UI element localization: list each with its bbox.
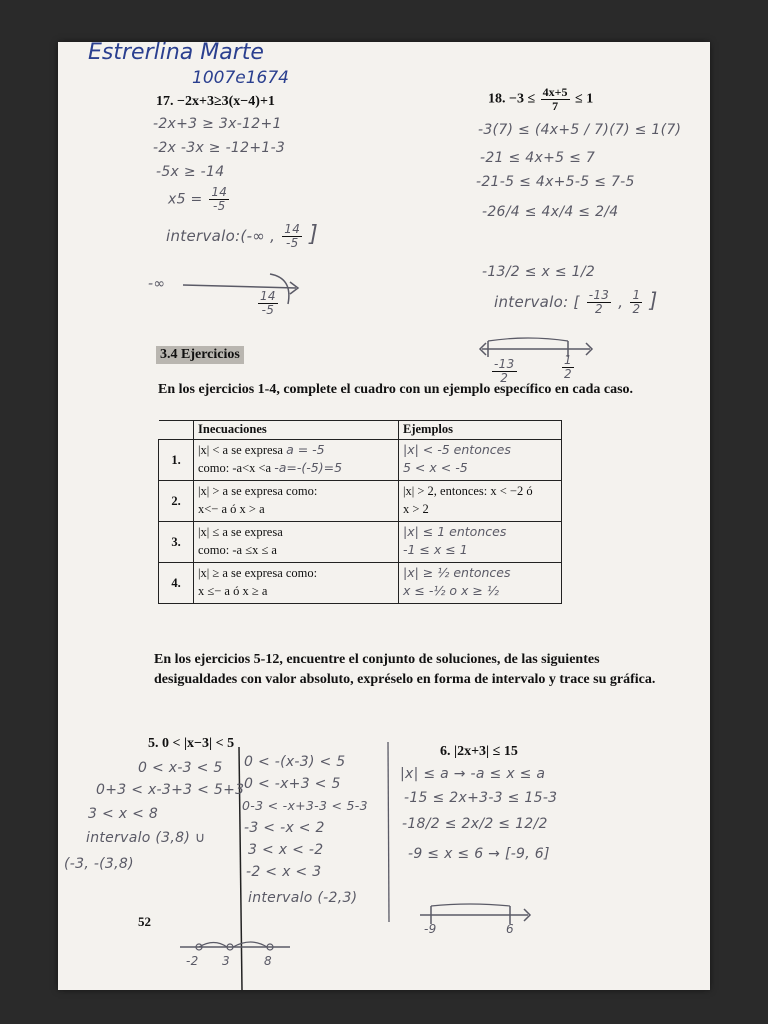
p18-graph-a-fraction bbox=[492, 358, 517, 385]
row-example bbox=[399, 563, 562, 604]
row-example bbox=[399, 522, 562, 563]
p18-work-line-2: -21 ≤ 4x+5 ≤ 7 bbox=[480, 150, 596, 166]
p5-right-line-6: -2 < x < 3 bbox=[246, 864, 322, 880]
p18-interval: intervalo: [ $\frac{-13}{2}$ , $\frac{1}{2}$ ] bbox=[494, 288, 658, 316]
p5-right-line-2: 0 < -x+3 < 5 bbox=[244, 776, 341, 792]
row-number: 1. bbox=[159, 440, 194, 481]
row-example-line1: |x| ≥ ½ entonces bbox=[403, 565, 511, 580]
row-inequality bbox=[194, 522, 399, 563]
problem-17-inequality: −2x+3≥3(x−4)+1 bbox=[177, 94, 275, 109]
p5-graph-label-b: 3 bbox=[222, 954, 230, 968]
section-title: 3.4 Ejercicios bbox=[156, 346, 244, 364]
p17-interval bbox=[166, 222, 318, 250]
row-example bbox=[399, 440, 562, 481]
p18-interval-a-num: -13 bbox=[588, 288, 610, 302]
p17-interval-label: intervalo:(-∞ , bbox=[166, 227, 276, 245]
p18-interval-b-den: 2 bbox=[632, 302, 641, 316]
p18-work-line-1: -3(7) ≤ (4x+5 / 7)(7) ≤ 1(7) bbox=[478, 122, 682, 138]
student-id: 1007e1674 bbox=[192, 68, 289, 88]
row-example-line1: |x| > 2, entonces: x < −2 ó bbox=[403, 484, 533, 498]
problem-18-left: −3 ≤ bbox=[509, 91, 536, 107]
p17-work-line-3: -5x ≥ -14 bbox=[156, 164, 225, 180]
p18-interval-label: intervalo: [ bbox=[494, 293, 580, 311]
row-ineq-line2 bbox=[198, 459, 394, 477]
p17-graph-left-label: -∞ bbox=[148, 276, 166, 292]
table-row bbox=[159, 481, 562, 522]
p17-graph-den: -5 bbox=[261, 303, 275, 317]
p5-left-line-5: (-3, -(3,8) bbox=[64, 856, 134, 872]
problem-17-statement bbox=[156, 94, 275, 110]
problem-18-fraction bbox=[541, 86, 570, 113]
p18-interval-b-num: 1 bbox=[632, 288, 641, 302]
p17-solution bbox=[168, 186, 231, 213]
row-number: 4. bbox=[159, 563, 194, 604]
student-name: Estrerlina Marte bbox=[88, 42, 264, 65]
p18-interval-b bbox=[630, 289, 642, 316]
p6-work-line-4: -9 ≤ x ≤ 6 → [-9, 6] bbox=[408, 846, 550, 862]
row-example-line1: |x| < -5 entonces bbox=[403, 442, 511, 457]
row-ineq-line2: x<− a ó x > a bbox=[198, 502, 265, 516]
p5-graph-label-c: 8 bbox=[264, 954, 272, 968]
row-ineq-line1: |x| ≤ a se expresa bbox=[198, 525, 283, 539]
row-ineq-line2: como: -a ≤x ≤ a bbox=[198, 543, 277, 557]
table-row bbox=[159, 563, 562, 604]
p18-interval-a bbox=[587, 289, 612, 316]
p5-graph-label-a: -2 bbox=[186, 954, 199, 968]
p6-work-line-1: |x| ≤ a → -a ≤ x ≤ a bbox=[400, 766, 546, 782]
problem-18-right: ≤ 1 bbox=[575, 91, 594, 107]
p17-interval-fraction bbox=[282, 223, 302, 250]
row-example-line2: -1 ≤ x ≤ 1 bbox=[403, 542, 468, 557]
p6-graph-label-b: 6 bbox=[506, 922, 514, 936]
p17-frac-den: -5 bbox=[212, 199, 226, 213]
row-number: 3. bbox=[159, 522, 194, 563]
row-ineq-line1-text: |x| < a se expresa bbox=[198, 443, 283, 457]
instruction-1: En los ejercicios 1-4, complete el cuadro con un ejemplo específico en cada caso. bbox=[158, 382, 634, 397]
problem-18-num: 4x+5 bbox=[542, 85, 568, 99]
p17-x-eq: x5 = bbox=[168, 191, 203, 208]
p17-interval-close: ] bbox=[309, 222, 319, 247]
p17-fraction bbox=[209, 186, 229, 213]
row-inequality bbox=[194, 440, 399, 481]
p18-work-line-5: -13/2 ≤ x ≤ 1/2 bbox=[482, 264, 596, 280]
header-inecuaciones: Inecuaciones bbox=[194, 421, 399, 440]
row-example-line2: 5 < x < -5 bbox=[403, 460, 468, 475]
p18-graph-a-den: 2 bbox=[500, 371, 509, 385]
exercises-table bbox=[158, 420, 562, 604]
p6-work-line-3: -18/2 ≤ 2x/2 ≤ 12/2 bbox=[402, 816, 548, 832]
p18-graph-point-b bbox=[560, 354, 576, 381]
p18-graph-a-num: -13 bbox=[494, 357, 515, 371]
p18-interval-close: ] bbox=[649, 288, 658, 312]
problem-6-statement bbox=[440, 744, 518, 760]
problem-5-number: 5. bbox=[148, 736, 159, 751]
p17-interval-den: -5 bbox=[285, 236, 299, 250]
p5-left-line-2: 0+3 < x-3+3 < 5+3 bbox=[96, 782, 245, 798]
problem-18-statement bbox=[488, 86, 593, 113]
row-example-line2: x > 2 bbox=[403, 502, 429, 516]
p17-graph-fraction bbox=[258, 290, 278, 317]
row-example bbox=[399, 481, 562, 522]
p18-work-line-3: -21-5 ≤ 4x+5-5 ≤ 7-5 bbox=[476, 174, 635, 190]
p18-graph-b-den: 2 bbox=[564, 367, 572, 381]
problem-6-inequality: |2x+3| ≤ 15 bbox=[454, 744, 518, 759]
table-row bbox=[159, 440, 562, 481]
p17-frac-num: 14 bbox=[211, 185, 228, 199]
p18-graph-point-a bbox=[490, 358, 519, 385]
problem-17-number: 17. bbox=[156, 94, 174, 109]
p18-work-line-4: -26/4 ≤ 4x/4 ≤ 2/4 bbox=[482, 204, 619, 220]
row-ineq-line1: |x| > a se expresa como: bbox=[198, 484, 318, 498]
row-hand-note-2: -a=-(-5)=5 bbox=[274, 460, 343, 475]
instruction-2-line-2: desigualdades con valor absoluto, expréselo en forma de intervalo y trace su gráfica. bbox=[154, 672, 656, 687]
p5-right-line-1: 0 < -(x-3) < 5 bbox=[244, 754, 346, 770]
p17-graph-point bbox=[256, 290, 280, 317]
p18-graph-b-num: 1 bbox=[564, 353, 572, 367]
row-ineq-line2: x ≤− a ó x ≥ a bbox=[198, 584, 268, 598]
problem-6-number: 6. bbox=[440, 744, 451, 759]
p6-graph-label-a: -9 bbox=[424, 922, 437, 936]
p5-left-line-3: 3 < x < 8 bbox=[88, 806, 159, 822]
p5-right-line-3: 0-3 < -x+3-3 < 5-3 bbox=[242, 798, 368, 813]
row-example-line2: x ≤ -½ o x ≥ ½ bbox=[403, 583, 499, 598]
row-ineq-line1 bbox=[198, 441, 394, 459]
p17-work-line-1: -2x+3 ≥ 3x-12+1 bbox=[153, 116, 282, 132]
page-number: 52 bbox=[138, 914, 151, 929]
header-ejemplos: Ejemplos bbox=[399, 421, 562, 440]
p17-work-line-2: -2x -3x ≥ -12+1-3 bbox=[153, 140, 286, 156]
row-example-line1: |x| ≤ 1 entonces bbox=[403, 524, 507, 539]
p18-graph-b-fraction bbox=[562, 354, 574, 381]
p5-right-line-4: -3 < -x < 2 bbox=[244, 820, 325, 836]
row-ineq-line2-text: como: -a<x <a bbox=[198, 461, 272, 475]
p5-left-line-4: intervalo (3,8) ∪ bbox=[86, 830, 206, 846]
p17-graph-num: 14 bbox=[260, 289, 276, 303]
p18-interval-a-den: 2 bbox=[595, 302, 603, 316]
p5-right-line-5: 3 < x < -2 bbox=[248, 842, 324, 858]
row-hand-note-1: a = -5 bbox=[286, 442, 325, 457]
p5-left-line-1: 0 < x-3 < 5 bbox=[138, 760, 223, 776]
problem-5-inequality: 0 < |x−3| < 5 bbox=[162, 736, 235, 751]
instruction-2-line-1: En los ejercicios 5-12, encuentre el conjunto de soluciones, de las siguientes bbox=[154, 652, 600, 667]
table-row bbox=[159, 522, 562, 563]
problem-18-number: 18. bbox=[488, 91, 506, 107]
header-num-cell bbox=[159, 421, 194, 440]
p6-work-line-2: -15 ≤ 2x+3-3 ≤ 15-3 bbox=[404, 790, 558, 806]
p17-interval-num: 14 bbox=[284, 222, 301, 236]
p5-right-line-7: intervalo (-2,3) bbox=[248, 890, 358, 906]
table-header-row bbox=[159, 421, 562, 440]
row-inequality bbox=[194, 481, 399, 522]
row-number: 2. bbox=[159, 481, 194, 522]
problem-18-den: 7 bbox=[552, 99, 559, 113]
problem-5-statement bbox=[148, 736, 234, 752]
scanned-page bbox=[58, 42, 710, 990]
row-inequality bbox=[194, 563, 399, 604]
row-ineq-line1: |x| ≥ a se expresa como: bbox=[198, 566, 318, 580]
